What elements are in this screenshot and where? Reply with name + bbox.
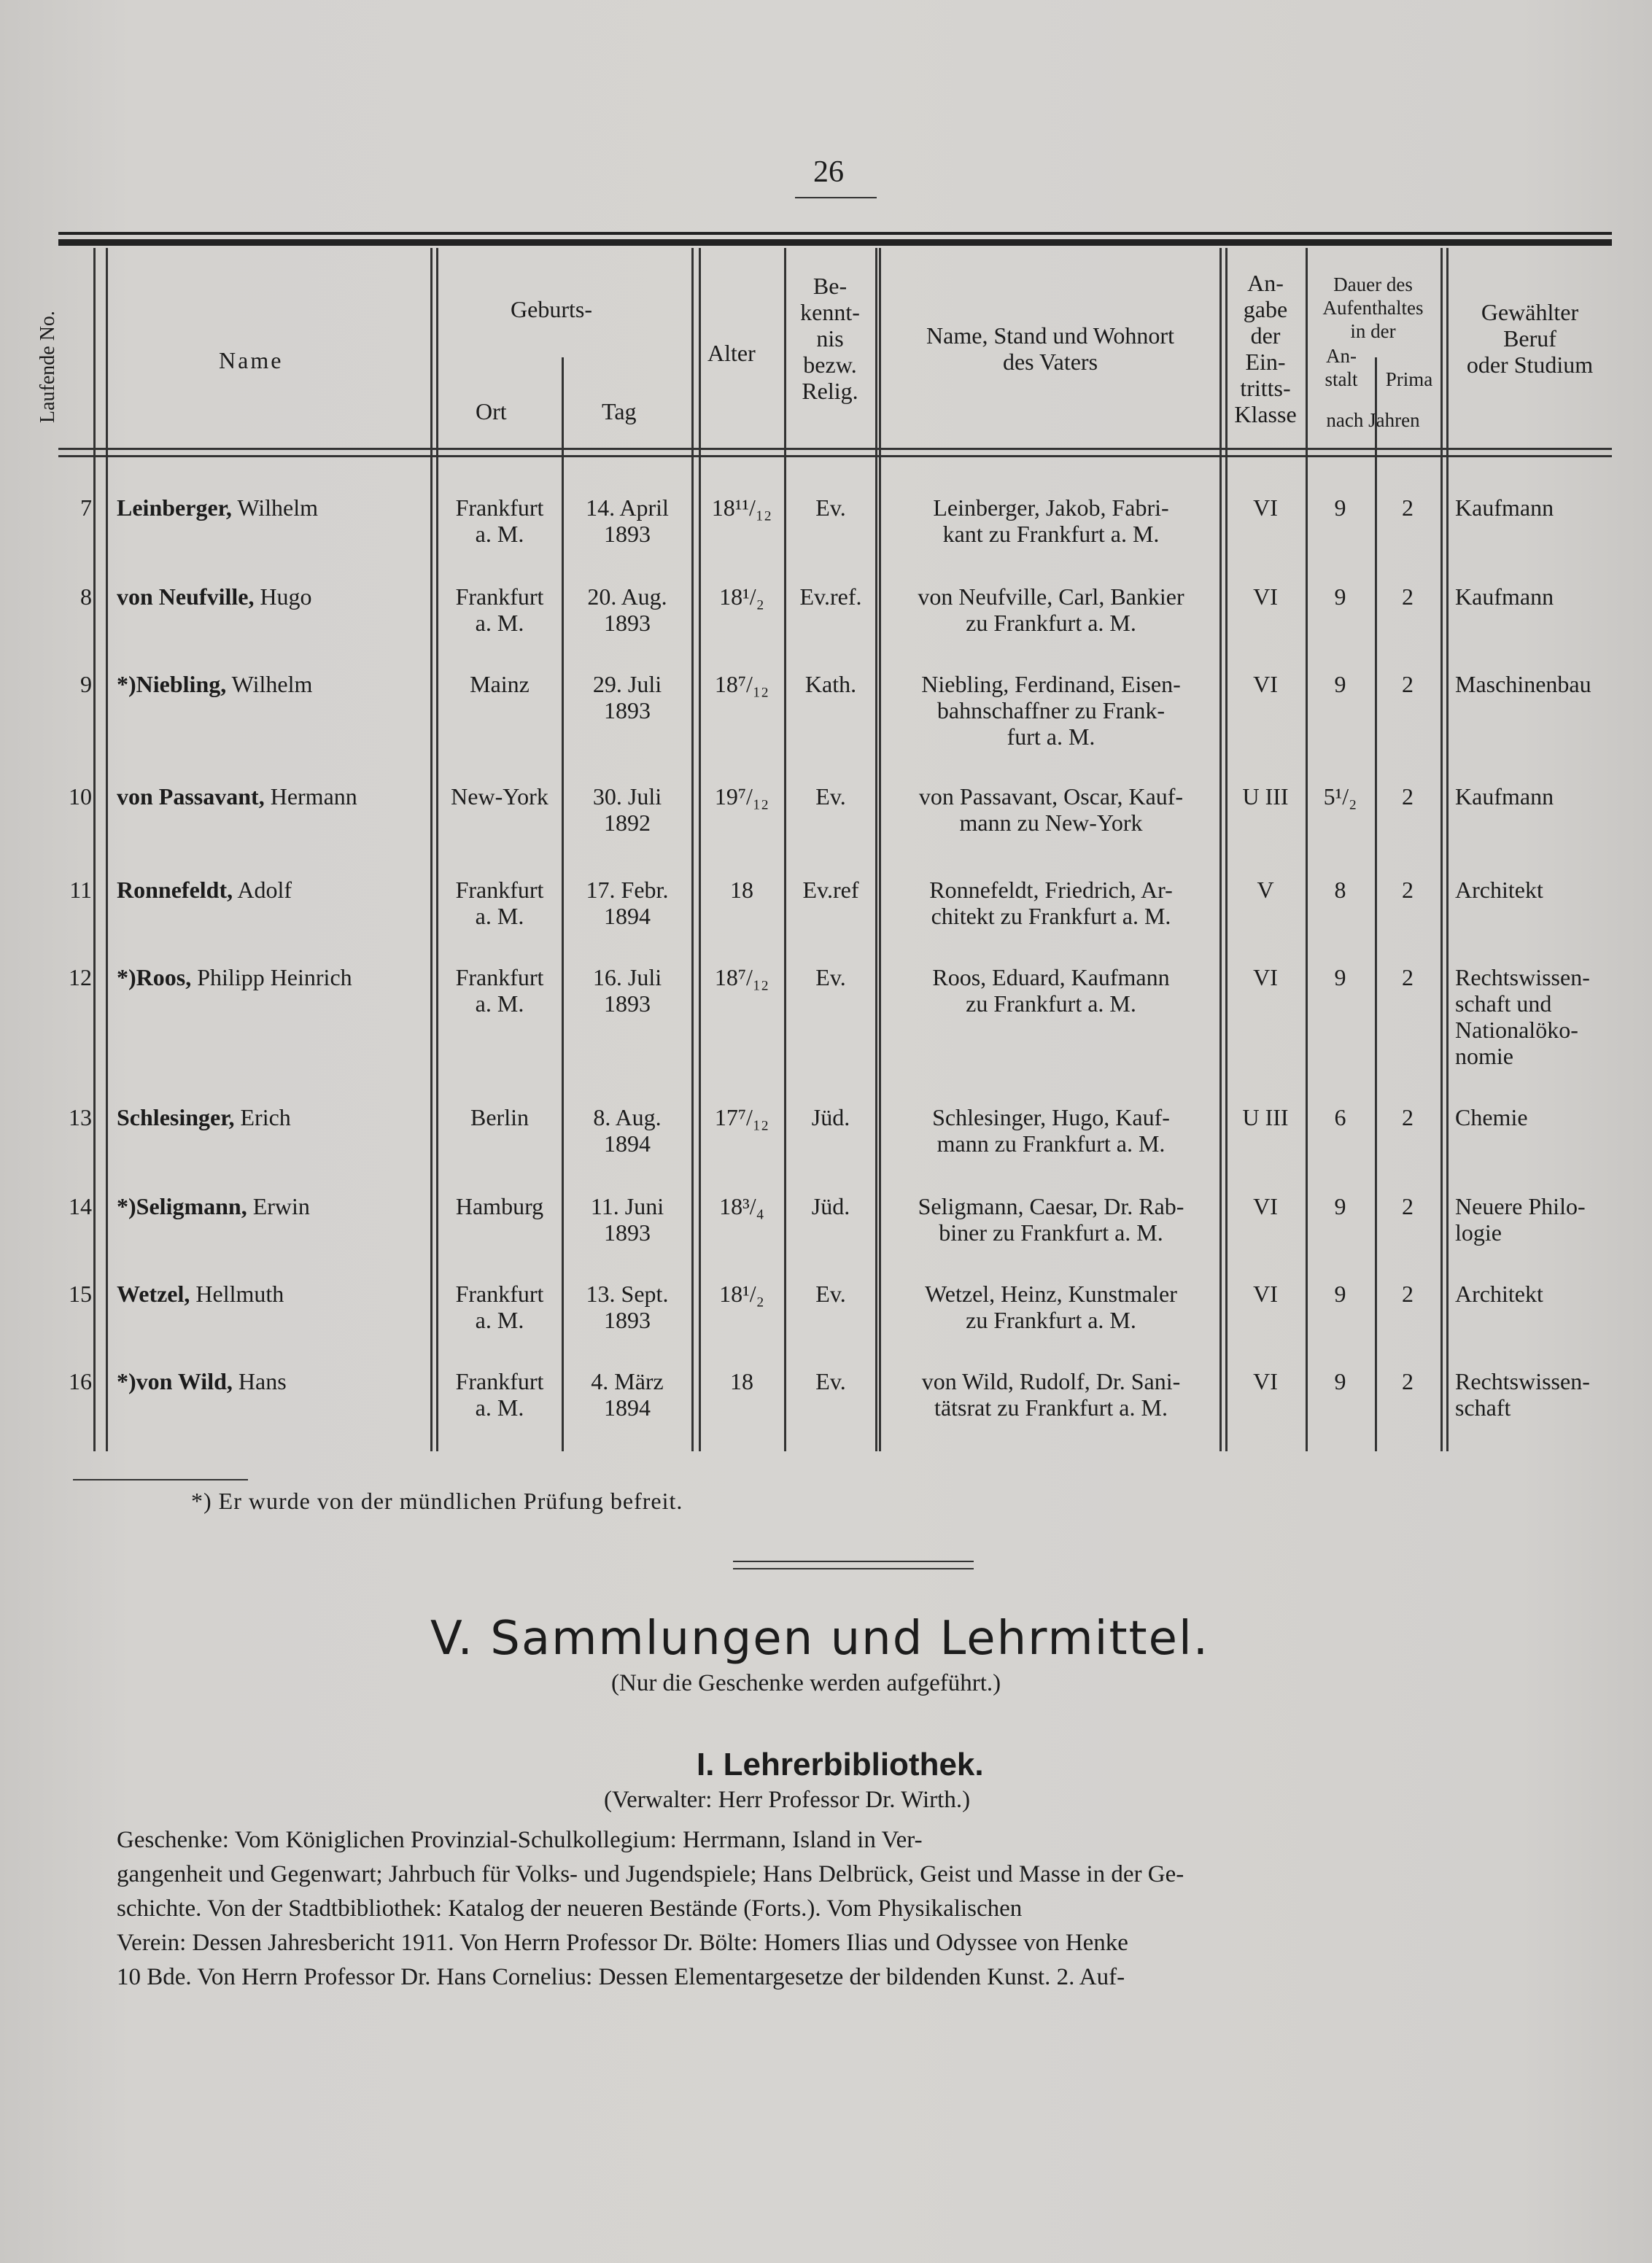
column-divider: [1446, 248, 1449, 1451]
entry-class: VI: [1253, 1281, 1278, 1307]
years-at-school: 9: [1334, 494, 1346, 521]
student-surname: Schlesinger,: [117, 1104, 235, 1130]
student-given-name: Hans: [238, 1368, 287, 1394]
student-given-name: Hermann: [270, 783, 357, 810]
entry-class: VI: [1253, 671, 1278, 697]
age: 18³/₄: [719, 1193, 764, 1219]
birth-date: 1894: [604, 1130, 651, 1157]
father-info: zu Frankfurt a. M.: [966, 990, 1136, 1017]
birth-date: 30. Juli: [592, 783, 662, 810]
birth-place: a. M.: [475, 1394, 524, 1421]
religion: Ev.: [815, 783, 846, 810]
student-name: [117, 1368, 430, 1394]
header-name: Name: [219, 347, 284, 373]
years-in-prima: 2: [1402, 1281, 1413, 1307]
birth-place: Hamburg: [455, 1193, 544, 1219]
birth-place: Mainz: [470, 671, 530, 697]
birth-place: Frankfurt: [455, 494, 544, 521]
header-ort: Ort: [476, 398, 507, 424]
library-subtitle: (Verwalter: Herr Professor Dr. Wirth.): [604, 1787, 971, 1813]
library-title: I. Lehrerbibliothek.: [697, 1747, 984, 1782]
age: 17⁷/₁₂: [714, 1104, 769, 1130]
years-at-school: 9: [1334, 1193, 1346, 1219]
years-at-school: 9: [1334, 1281, 1346, 1307]
birth-date: 17. Febr.: [586, 877, 669, 903]
page-number-rule: [795, 197, 877, 198]
student-given-name: Hellmuth: [195, 1281, 284, 1307]
paragraph-line: 10 Bde. Von Herrn Professor Dr. Hans Cornelius: Dessen Elementargesetze der bildenden Kunst. 2. Auf-: [117, 1964, 1125, 1990]
years-in-prima: 2: [1402, 583, 1413, 610]
chosen-career: Neuere Philo-: [1455, 1193, 1586, 1219]
chosen-career: schaft und: [1455, 990, 1552, 1017]
row-number: 11: [69, 877, 92, 903]
header-tag: Tag: [602, 398, 637, 424]
birth-place: a. M.: [475, 521, 524, 547]
father-info: mann zu Frankfurt a. M.: [936, 1130, 1166, 1157]
father-info: Schlesinger, Hugo, Kauf-: [932, 1104, 1170, 1130]
age: 18¹/₂: [719, 583, 764, 610]
birth-place: New-York: [451, 783, 548, 810]
header-anstalt: [1308, 344, 1375, 391]
entry-class: VI: [1253, 964, 1278, 990]
header-line: Gewählter: [1481, 299, 1579, 325]
column-divider: [1225, 248, 1228, 1451]
father-info: von Wild, Rudolf, Dr. Sani-: [921, 1368, 1181, 1394]
chosen-career: Chemie: [1455, 1104, 1528, 1130]
chosen-career: Kaufmann: [1455, 583, 1554, 610]
father-info: Seligmann, Caesar, Dr. Rab-: [918, 1193, 1184, 1219]
header-line: stalt: [1325, 368, 1358, 390]
header-line: Aufenthaltes: [1322, 297, 1424, 319]
birth-place: a. M.: [475, 610, 524, 636]
student-surname: *)Niebling,: [117, 671, 227, 697]
header-bottom-rule-double: [58, 455, 1612, 457]
column-divider: [691, 248, 694, 1451]
years-in-prima: 2: [1402, 671, 1413, 697]
birth-place: a. M.: [475, 1307, 524, 1333]
birth-place: Frankfurt: [455, 1368, 544, 1394]
header-vater: [883, 322, 1218, 375]
birth-place: Frankfurt: [455, 877, 544, 903]
birth-date: 1893: [604, 1307, 651, 1333]
years-at-school: 9: [1334, 1368, 1346, 1394]
header-nach-jahren: nach Jahren: [1326, 409, 1420, 431]
student-name: [117, 877, 430, 903]
birth-date: 1893: [604, 990, 651, 1017]
years-at-school: 5¹/₂: [1323, 783, 1357, 810]
student-name: [117, 494, 430, 521]
years-in-prima: 2: [1402, 1193, 1413, 1219]
header-line: Klasse: [1234, 401, 1297, 427]
years-at-school: 8: [1334, 877, 1346, 903]
birth-date: 16. Juli: [592, 964, 662, 990]
entry-class: U III: [1242, 783, 1289, 810]
years-in-prima: 2: [1402, 964, 1413, 990]
religion: Ev.: [815, 494, 846, 521]
student-name: [117, 964, 430, 990]
column-divider: [879, 248, 881, 1451]
row-number: 8: [80, 583, 92, 610]
father-info: Leinberger, Jakob, Fabri-: [933, 494, 1169, 521]
religion: Jüd.: [811, 1193, 850, 1219]
father-info: biner zu Frankfurt a. M.: [939, 1219, 1163, 1246]
row-number: 14: [69, 1193, 92, 1219]
column-divider: [1440, 248, 1443, 1451]
chosen-career: Rechtswissen-: [1455, 1368, 1590, 1394]
footnote-rule: [73, 1479, 248, 1480]
row-number: 10: [69, 783, 92, 810]
header-line: kennt-: [800, 299, 860, 325]
birth-date: 29. Juli: [592, 671, 662, 697]
paragraph-line: Geschenke: Vom Königlichen Provinzial-Schulkollegium: Herrmann, Island in Ver-: [117, 1827, 923, 1853]
column-divider: [1219, 248, 1222, 1451]
years-in-prima: 2: [1402, 783, 1413, 810]
entry-class: VI: [1253, 1193, 1278, 1219]
entry-class: V: [1257, 877, 1274, 903]
header-dauer: [1306, 273, 1440, 343]
header-line: nis: [816, 325, 844, 352]
father-info: Ronnefeldt, Friedrich, Ar-: [929, 877, 1173, 903]
student-name: [117, 583, 430, 610]
birth-date: 1893: [604, 1219, 651, 1246]
religion: Ev.: [815, 1281, 846, 1307]
row-number: 15: [69, 1281, 92, 1307]
years-in-prima: 2: [1402, 877, 1413, 903]
header-line: An-: [1247, 270, 1284, 296]
section-subtitle: (Nur die Geschenke werden aufgeführt.): [611, 1670, 1001, 1696]
father-info: von Passavant, Oscar, Kauf-: [918, 783, 1184, 810]
header-prima: Prima: [1385, 368, 1433, 390]
birth-date: 1894: [604, 903, 651, 929]
age: 18¹/₂: [719, 1281, 764, 1307]
student-given-name: Erwin: [252, 1193, 310, 1219]
row-number: 12: [69, 964, 92, 990]
years-at-school: 9: [1334, 671, 1346, 697]
chosen-career: logie: [1455, 1219, 1502, 1246]
student-surname: Leinberger,: [117, 494, 232, 521]
header-line: Be-: [813, 273, 848, 299]
paragraph-line: Verein: Dessen Jahresbericht 1911. Von Herrn Professor Dr. Bölte: Homers Ilias und Odyssee von Henke: [117, 1930, 1128, 1956]
row-number: 13: [69, 1104, 92, 1130]
birth-place: Frankfurt: [455, 964, 544, 990]
father-info: kant zu Frankfurt a. M.: [942, 521, 1160, 547]
religion: Kath.: [804, 671, 857, 697]
student-surname: *)Roos,: [117, 964, 192, 990]
student-name: [117, 1193, 430, 1219]
student-surname: von Passavant,: [117, 783, 265, 810]
header-alter: Alter: [707, 340, 756, 366]
entry-class: VI: [1253, 1368, 1278, 1394]
header-line: Relig.: [802, 378, 858, 404]
student-given-name: Philipp Heinrich: [197, 964, 352, 990]
father-info: Niebling, Ferdinand, Eisen-: [921, 671, 1181, 697]
entry-class: VI: [1253, 494, 1278, 521]
student-given-name: Adolf: [237, 877, 292, 903]
birth-date: 1894: [604, 1394, 651, 1421]
birth-date: 11. Juni: [590, 1193, 664, 1219]
chosen-career: Architekt: [1455, 1281, 1543, 1307]
age: 18⁷/₁₂: [714, 964, 769, 990]
father-info: bahnschaffner zu Frank-: [936, 697, 1166, 723]
father-info: furt a. M.: [1007, 723, 1095, 750]
header-line: Dauer des: [1333, 273, 1413, 295]
student-surname: *)von Wild,: [117, 1368, 233, 1394]
section-divider: [733, 1561, 974, 1562]
header-beruf: [1451, 299, 1608, 378]
header-line: Name, Stand und Wohnort: [926, 322, 1174, 349]
chosen-career: Rechtswissen-: [1455, 964, 1590, 990]
religion: Ev.: [815, 1368, 846, 1394]
header-line: gabe: [1243, 296, 1288, 322]
table-top-rule-thick: [58, 239, 1612, 246]
header-bekenntnis: [789, 273, 871, 404]
chosen-career: Kaufmann: [1455, 783, 1554, 810]
header-line: der: [1250, 322, 1281, 349]
column-divider: [93, 248, 96, 1451]
age: 18⁷/₁₂: [714, 671, 769, 697]
header-line: des Vaters: [1002, 349, 1098, 375]
entry-class: U III: [1242, 1104, 1289, 1130]
father-info: Roos, Eduard, Kaufmann: [932, 964, 1170, 990]
column-divider: [430, 248, 433, 1451]
column-divider: [436, 248, 438, 1451]
birth-date: 1893: [604, 697, 651, 723]
header-laufende-no: Laufende No.: [36, 311, 59, 423]
row-number: 7: [80, 494, 92, 521]
header-geburts: Geburts-: [511, 296, 592, 322]
years-in-prima: 2: [1402, 1104, 1413, 1130]
father-info: zu Frankfurt a. M.: [966, 610, 1136, 636]
birth-date: 1892: [604, 810, 651, 836]
birth-date: 14. April: [586, 494, 669, 521]
religion: Ev.ref: [802, 877, 859, 903]
header-line: bezw.: [803, 352, 857, 378]
birth-date: 1893: [604, 610, 651, 636]
birth-place: Frankfurt: [455, 583, 544, 610]
religion: Ev.ref.: [799, 583, 862, 610]
age: 19⁷/₁₂: [714, 783, 769, 810]
section-title: V. Sammlungen und Lehrmittel.: [430, 1612, 1210, 1666]
chosen-career: Architekt: [1455, 877, 1543, 903]
donations-paragraph: [117, 1823, 1561, 1995]
father-info: tätsrat zu Frankfurt a. M.: [934, 1394, 1168, 1421]
student-given-name: Wilhelm: [237, 494, 319, 521]
father-info: chitekt zu Frankfurt a. M.: [931, 903, 1171, 929]
chosen-career: Kaufmann: [1455, 494, 1554, 521]
age: 18¹¹/₁₂: [711, 494, 772, 521]
student-given-name: Hugo: [260, 583, 312, 610]
page-number: 26: [813, 155, 844, 189]
years-in-prima: 2: [1402, 494, 1413, 521]
table-top-rule: [58, 232, 1612, 235]
header-line: Ein-: [1245, 349, 1286, 375]
birth-date: 13. Sept.: [586, 1281, 669, 1307]
header-bottom-rule: [58, 448, 1612, 450]
header-angabe: [1225, 270, 1306, 427]
student-name: [117, 671, 430, 697]
column-divider: [106, 248, 108, 1451]
student-surname: Wetzel,: [117, 1281, 190, 1307]
header-line: An-: [1326, 345, 1357, 367]
column-divider: [562, 357, 564, 1451]
paragraph-line: schichte. Von der Stadtbibliothek: Katalog der neueren Bestände (Forts.). Vom Physikalischen: [117, 1895, 1023, 1922]
birth-place: a. M.: [475, 990, 524, 1017]
years-in-prima: 2: [1402, 1368, 1413, 1394]
religion: Ev.: [815, 964, 846, 990]
birth-date: 4. März: [591, 1368, 664, 1394]
birth-date: 8. Aug.: [593, 1104, 662, 1130]
father-info: zu Frankfurt a. M.: [966, 1307, 1136, 1333]
religion: Jüd.: [811, 1104, 850, 1130]
column-divider: [699, 248, 701, 1451]
father-info: mann zu New-York: [959, 810, 1143, 836]
student-name: [117, 783, 430, 810]
birth-date: 20. Aug.: [587, 583, 667, 610]
years-at-school: 9: [1334, 583, 1346, 610]
column-divider: [784, 248, 786, 1451]
chosen-career: schaft: [1455, 1394, 1511, 1421]
student-surname: *)Seligmann,: [117, 1193, 247, 1219]
row-number: 9: [80, 671, 92, 697]
chosen-career: Nationalöko-: [1455, 1017, 1578, 1043]
birth-place: Berlin: [470, 1104, 529, 1130]
age: 18: [730, 1368, 753, 1394]
header-line: Beruf: [1503, 325, 1556, 352]
years-at-school: 6: [1334, 1104, 1346, 1130]
header-line: in der: [1350, 320, 1396, 342]
student-name: [117, 1104, 430, 1130]
student-surname: Ronnefeldt,: [117, 877, 233, 903]
chosen-career: nomie: [1455, 1043, 1513, 1069]
student-surname: von Neufville,: [117, 583, 255, 610]
birth-place: a. M.: [475, 903, 524, 929]
section-divider-double: [733, 1568, 974, 1569]
father-info: Wetzel, Heinz, Kunstmaler: [925, 1281, 1177, 1307]
birth-date: 1893: [604, 521, 651, 547]
column-divider: [875, 248, 877, 1451]
years-at-school: 9: [1334, 964, 1346, 990]
student-given-name: Erich: [240, 1104, 291, 1130]
birth-place: Frankfurt: [455, 1281, 544, 1307]
footnote: *) Er wurde von der mündlichen Prüfung befreit.: [191, 1488, 683, 1514]
father-info: von Neufville, Carl, Bankier: [918, 583, 1184, 610]
student-name: [117, 1281, 430, 1307]
header-line: oder Studium: [1466, 352, 1594, 378]
header-line: tritts-: [1240, 375, 1291, 401]
age: 18: [730, 877, 753, 903]
paragraph-line: gangenheit und Gegenwart; Jahrbuch für Volks- und Jugendspiele; Hans Delbrück, Geist und Masse in der Ge-: [117, 1861, 1184, 1887]
row-number: 16: [69, 1368, 92, 1394]
entry-class: VI: [1253, 583, 1278, 610]
student-given-name: Wilhelm: [231, 671, 313, 697]
chosen-career: Maschinenbau: [1455, 671, 1591, 697]
